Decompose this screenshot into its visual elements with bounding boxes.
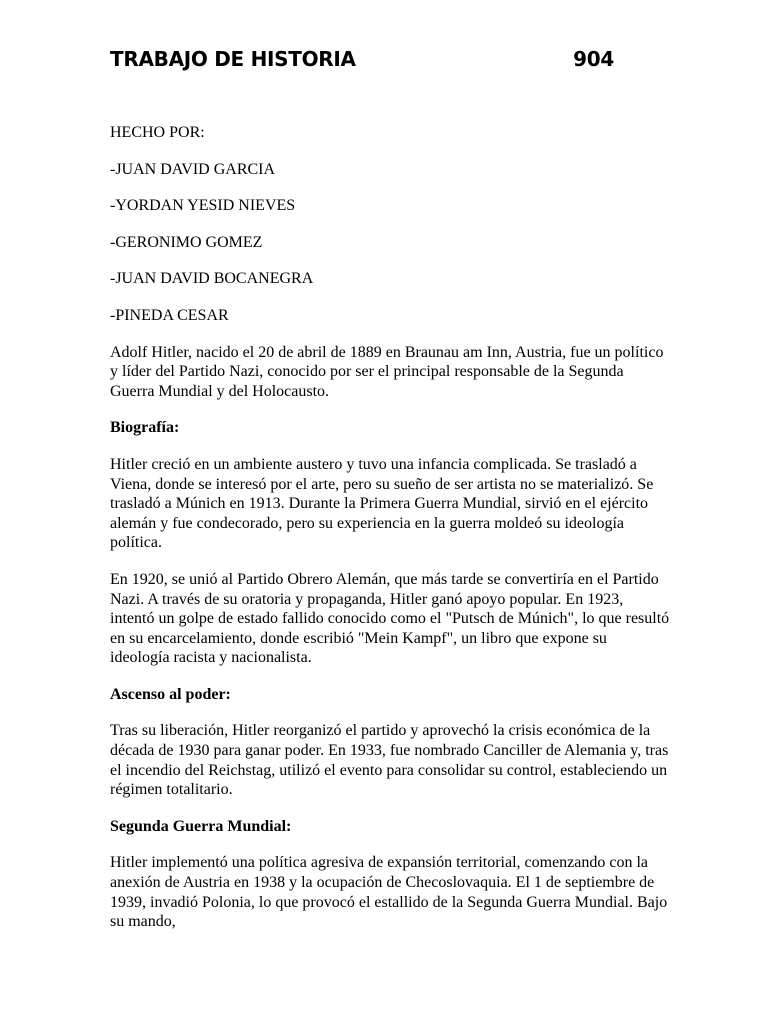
section-paragraph: Hitler creció en un ambiente austero y tuvo una infancia complicada. Se trasladó a Viena, donde se interesó por el arte, pero su sueño de ser artista no se materializó. Se trasladó a Múnich en 1913. Durante la Primera Guerra Mundial, sirvió en el ejército alemán y fue condecorado, pero su experiencia en la guerra moldeó su ideología política.	[110, 455, 654, 552]
section-paragraph: Tras su liberación, Hitler reorganizó el partido y aprovechó la crisis económica de la década de 1930 para ganar poder. En 1933, fue nombrado Canciller de Alemania y, tras el incendio del Reichstag, utilizó el evento para consolidar su control, estableciendo un régimen totalitario.	[110, 722, 669, 799]
title-text: TRABAJO DE HISTORIA	[110, 47, 356, 71]
document-title	[110, 47, 630, 71]
title-number: 904	[573, 47, 614, 71]
section-heading-segunda-guerra: Segunda Guerra Mundial:	[110, 817, 292, 835]
author-name: -PINEDA CESAR	[110, 306, 229, 324]
author-name: -JUAN DAVID BOCANEGRA	[110, 270, 314, 288]
author-name: -JUAN DAVID GARCIA	[110, 160, 276, 178]
document-body	[110, 123, 670, 949]
author-name: -YORDAN YESID NIEVES	[110, 197, 296, 215]
author-name: -GERONIMO GOMEZ	[110, 233, 263, 251]
section-paragraph: Hitler implementó una política agresiva de expansión territorial, comenzando con la anexión de Austria en 1938 y la ocupación de Checoslovaquia. El 1 de septiembre de 1939, invadió Polonia, lo que provocó el estallido de la Segunda Guerra Mundial. Bajo su mando,	[110, 854, 668, 931]
authors-label: HECHO POR:	[110, 124, 205, 141]
section-paragraph: En 1920, se unió al Partido Obrero Alemán, que más tarde se convertiría en el Partido Nazi. A través de su oratoria y propaganda, Hitler ganó apoyo popular. En 1923, intentó un golpe de estado fallido conocido como el "Putsch de Múnich", lo que resultó en su encarcelamiento, donde escribió "Mein Kampf", un libro que expone su ideología racista y nacionalista.	[110, 570, 670, 667]
section-heading-ascenso: Ascenso al poder:	[110, 685, 231, 703]
section-heading-biografia: Biografía:	[110, 419, 180, 437]
intro-paragraph: Adolf Hitler, nacido el 20 de abril de 1889 en Braunau am Inn, Austria, fue un político y líder del Partido Nazi, conocido por ser el principal responsable de la Segunda Guerra Mundial y del Holocausto.	[110, 343, 664, 400]
